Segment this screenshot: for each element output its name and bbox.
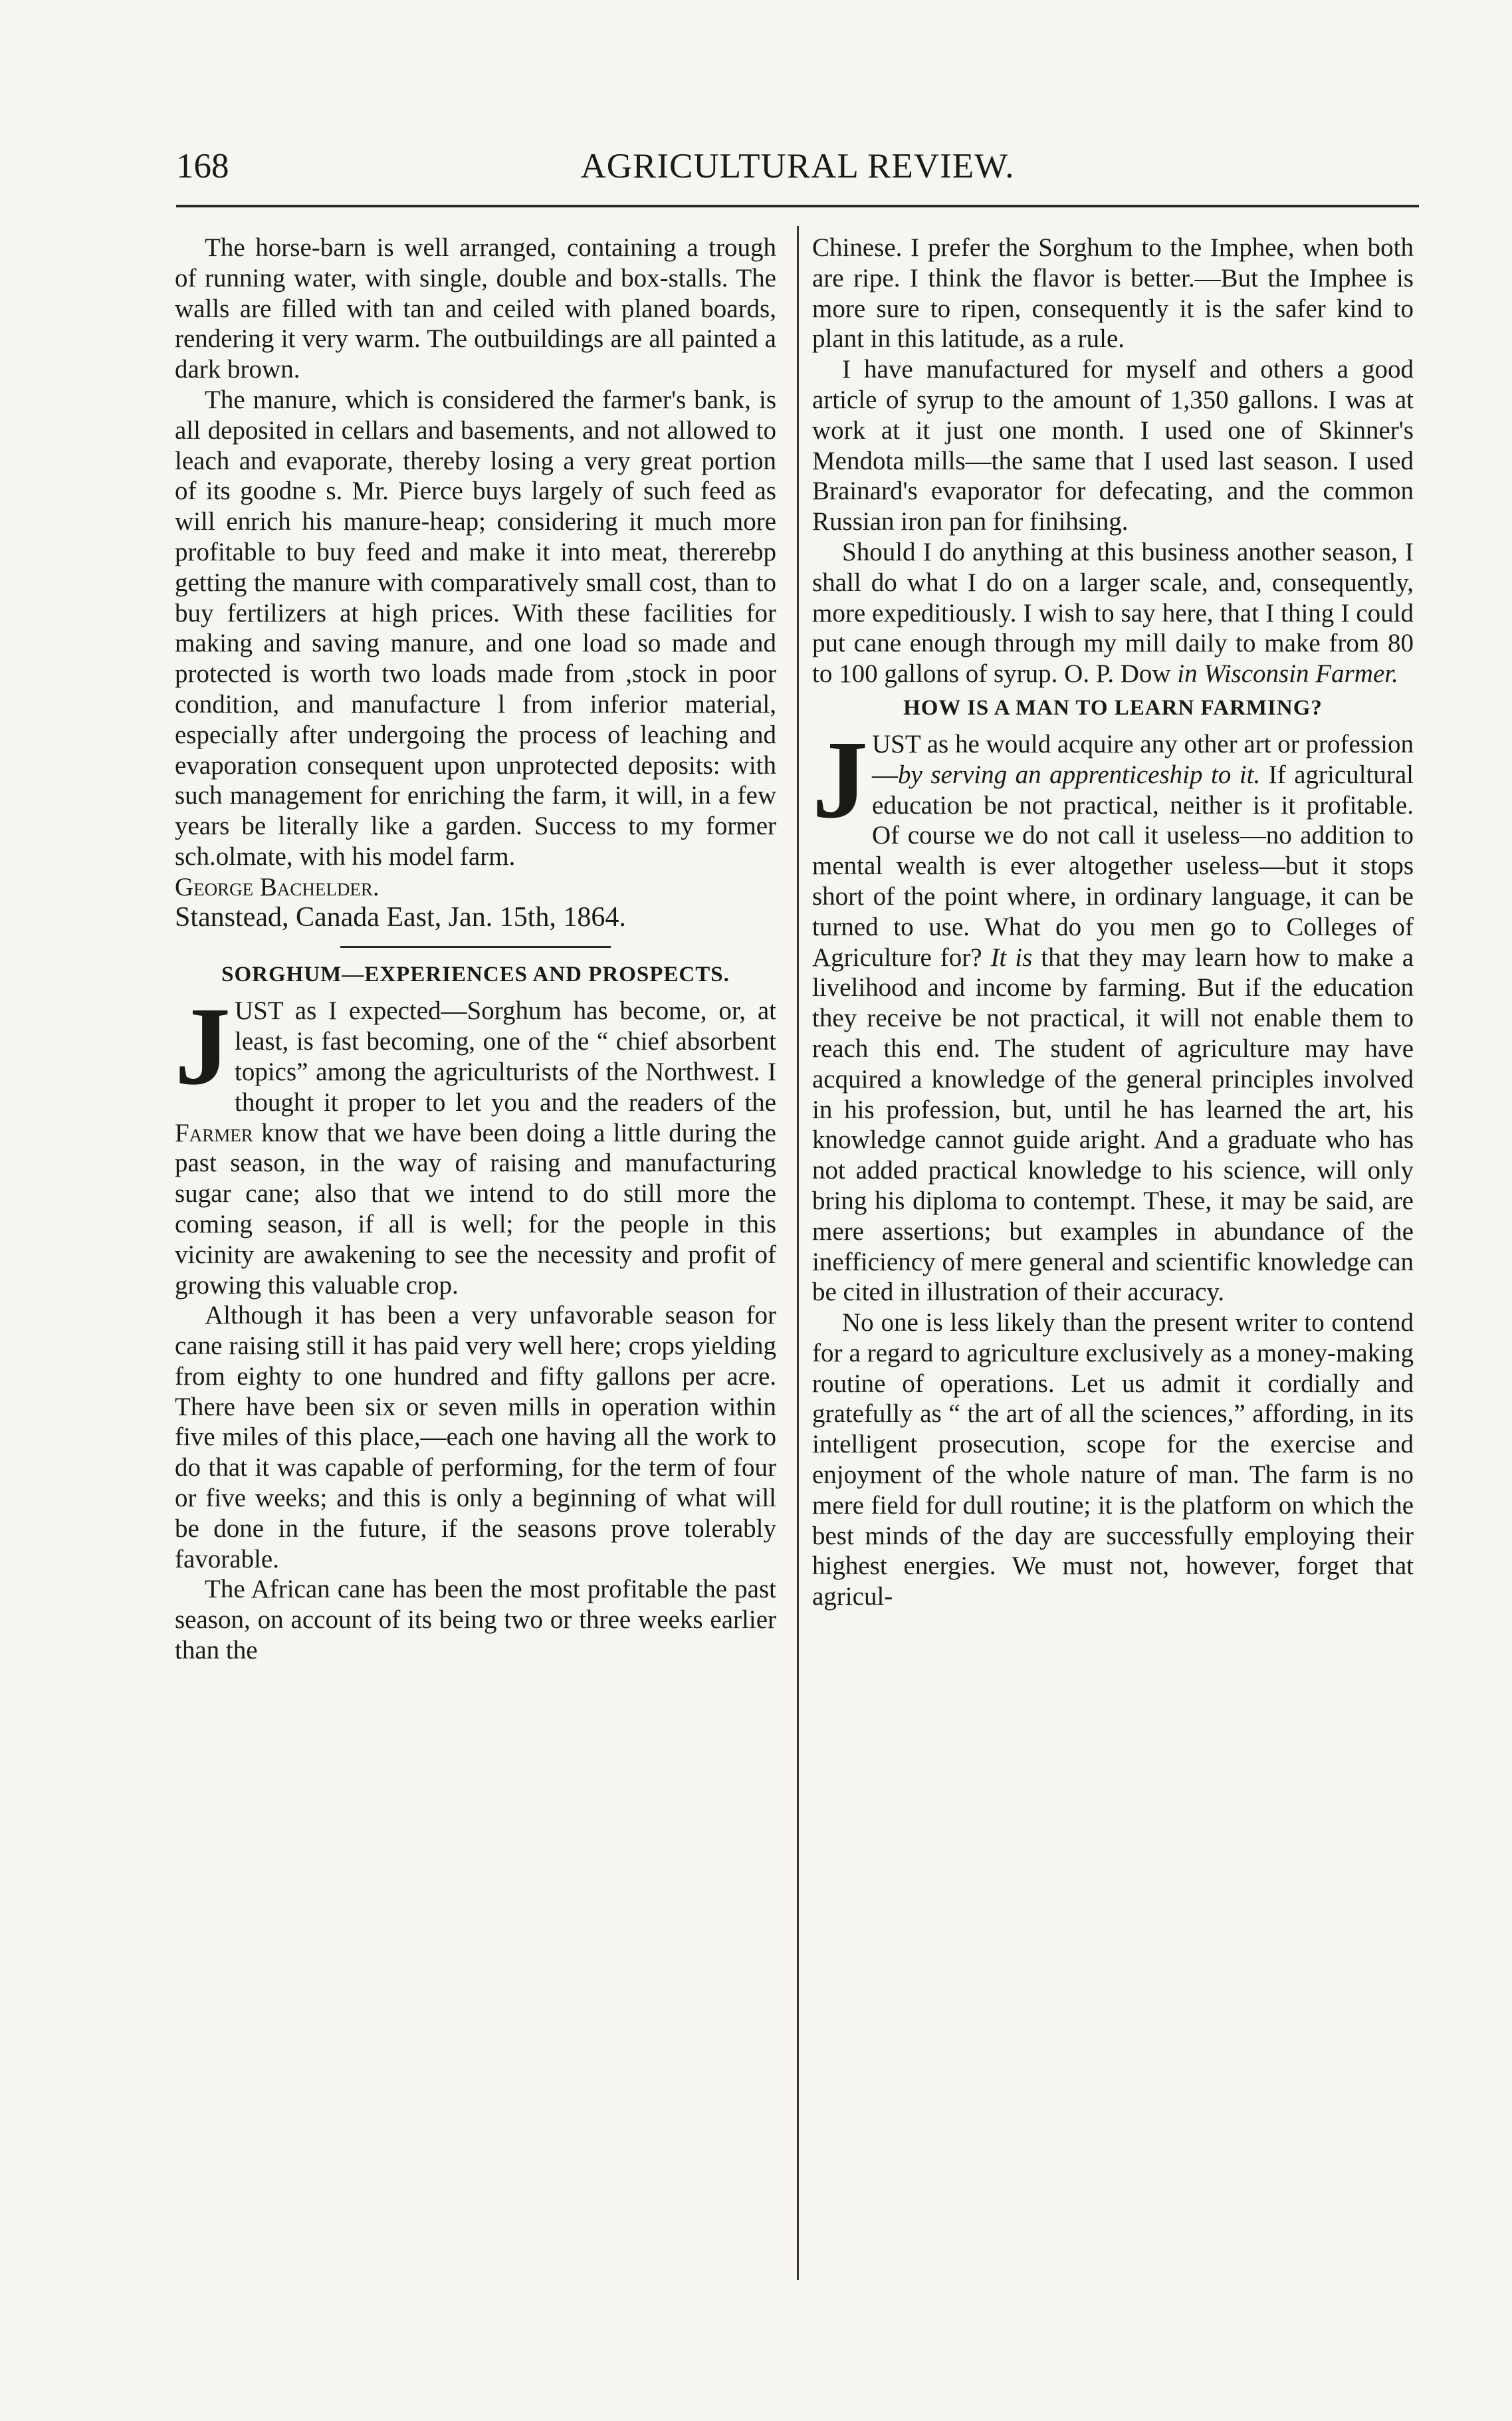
source-citation: in Wisconsin Farmer. [1177, 659, 1398, 689]
section-separator [340, 946, 611, 948]
drop-cap: J [812, 717, 868, 842]
paragraph: No one is less likely than the present writer to contend for a regard to agriculture exclusively as a money-making routine of operations. Let us admit it cordially and gratefully as “ the art of all the sciences,” affording, in its intelligent prosecution, scope for the exercise and enjoyment of the whole nature of man. The farm is no mere field for dull routine; it is the platform on which the best minds of the day are successfully employing their highest energies. We must not, however, forget that agricul- [812, 1308, 1414, 1611]
author-signature: George Bachelder. [175, 872, 379, 901]
paragraph: JUST as I expected—Sorghum has become, or, at least, is fast becoming, one of the “ chief absorbent topics” among the agriculturists of the Northwest. I thought it proper to let you and the readers of the Farmer know that we have been doing a little during the past season, in the way of raising and manufacturing sugar cane; also that we intend to do still more the coming season, if all is well; for the people in this vicinity are awakening to see the necessity and profit of growing this valuable crop. [175, 984, 776, 1300]
page-number: 168 [176, 147, 229, 185]
section-title: HOW IS A MAN TO LEARN FARMING? [903, 695, 1323, 720]
page-header [176, 146, 1419, 193]
author-signature: O. P. Dow [1064, 659, 1171, 689]
paragraph: The horse-barn is well arranged, containing a trough of running water, with single, double and box-stalls. The walls are filled with tan and ceiled with planed boards, rendering it very warm. The outbuildings are all painted a dark brown. [175, 233, 776, 384]
publication-name: Farmer [175, 1118, 253, 1147]
header-rule [176, 205, 1419, 207]
right-column [812, 233, 1414, 1612]
paragraph: I have manufactured for myself and others a good article of syrup to the amount of 1,350 gallons. I was at work at it just one month. I used one of Skinner's Mendota mills—the same that I used last season. I used Brainard's evaporator for defecating, and the common Russian iron pan for finihsing. [812, 355, 1414, 536]
section-title: SORGHUM—EXPERIENCES AND PROSPECTS. [221, 963, 730, 987]
left-column [175, 233, 776, 1666]
paragraph: The manure, which is considered the farmer's bank, is all deposited in cellars and basements, and not allowed to leach and evaporate, thereby losing a very great portion of its goodne s. Mr. Pierce buys largely of such feed as will enrich his manure-heap; considering it much more profitable to buy feed and make it into meat, thererebp getting the manure with comparatively small cost, than to buy fertilizers at high prices. With these facilities for making and saving manure, and one load so made and protected is worth two loads made from ,stock in poor condition, and manufacture l from inferior material, especially after undergoing the process of leaching and evaporation consequent upon unprotected deposits: with such management for enriching the farm, it will, in a few years be literally like a garden. Success to my former sch.olmate, with his model farm. [175, 385, 776, 871]
drop-cap: J [175, 984, 231, 1109]
running-title: AGRICULTURAL REVIEW. [580, 147, 1015, 185]
column-divider [797, 226, 799, 2280]
paragraph: Should I do anything at this business another season, I shall do what I do on a larger scale, and, consequently, more expeditiously. I wish to say here, that I thing I could put cane enough through my mill daily to make from 80 to 100 gallons of syrup. O. P. Dow in Wisconsin Farmer. [812, 537, 1414, 689]
paragraph: JUST as he would acquire any other art or profession—by serving an apprenticeship to it. If agricultural education be not practical, neither is it profitable. Of course we do not call it useless—no addition to mental wealth is ever altogether useless—but it stops short of the point where, in ordinary language, it can be turned to use. What do you men go to Colleges of Agriculture for? It is that they may learn how to make a livelihood and income by farming. But if the education they receive be not practical, it will not enable them to reach this end. The student of agriculture may have acquired a knowledge of the general principles involved in his profession, but, until he has learned the art, his knowledge cannot guide aright. And a graduate who has not added practical knowledge to his science, will only bring his diploma to contempt. These, it may be said, are mere assertions; but examples in abundance of the inefficiency of mere general and scientific knowledge can be cited in illustration of their accuracy. [812, 717, 1414, 1307]
paragraph: Although it has been a very unfavorable season for cane raising still it has paid very well here; crops yielding from eighty to one hundred and fifty gallons per acre. There have been six or seven mills in operation within five miles of this place,—each one having all the work to do that it was capable of performing, for the term of four or five weeks; and this is only a beginning of what will be done in the future, if the seasons prove tolerably favorable. [175, 1301, 776, 1573]
paragraph: The African cane has been the most profitable the past season, on account of its being two or three weeks earlier than the [175, 1575, 776, 1665]
paragraph: Chinese. I prefer the Sorghum to the Imphee, when both are ripe. I think the flavor is better.—But the Imphee is more sure to ripen, consequently it is the safer kind to plant in this latitude, as a rule. [812, 233, 1414, 354]
dateline: Stanstead, Canada East, Jan. 15th, 1864. [175, 901, 626, 933]
